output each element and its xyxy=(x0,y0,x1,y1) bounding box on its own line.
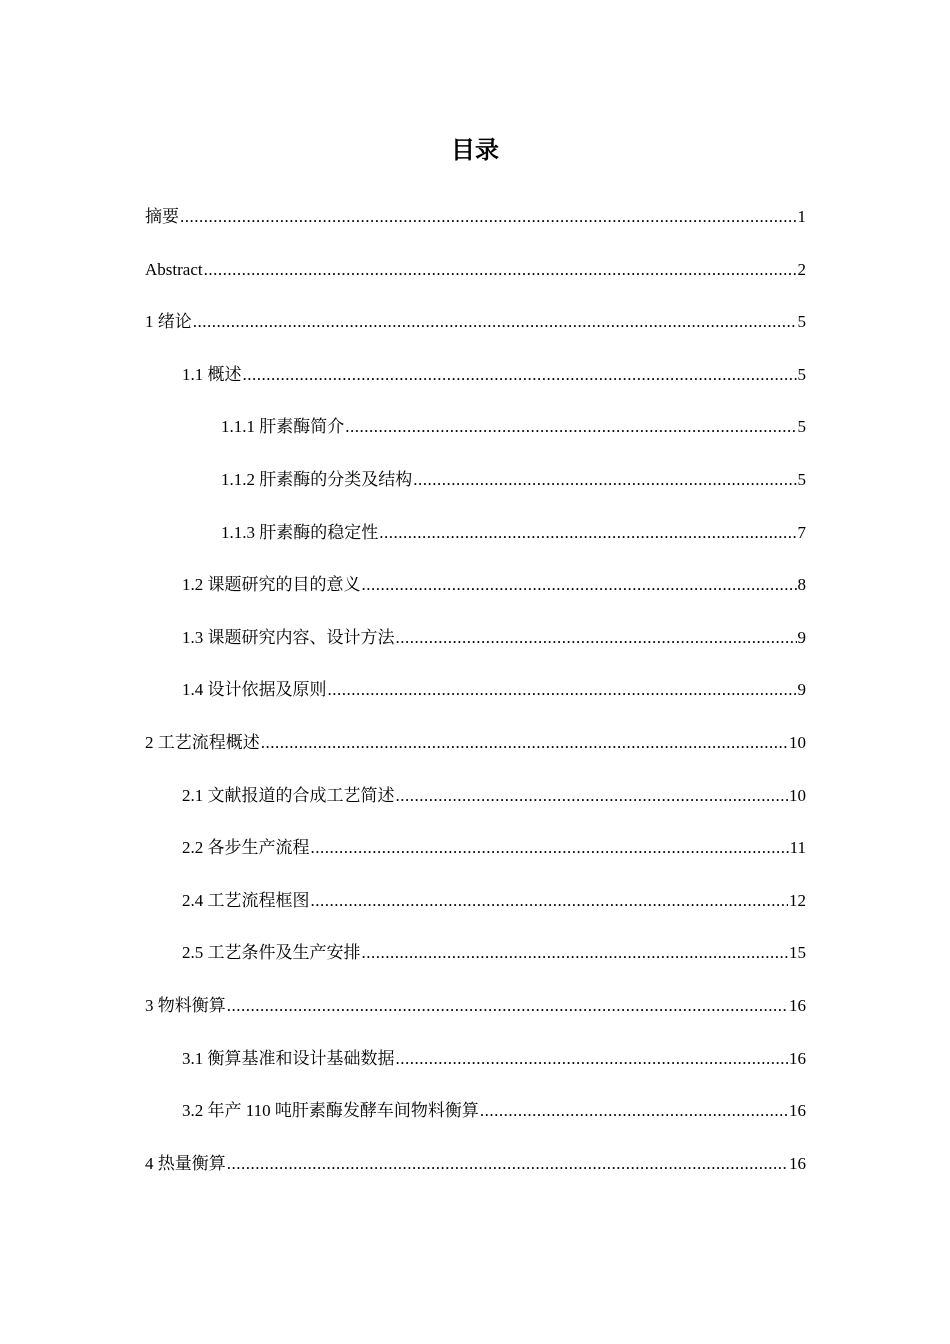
toc-entry-text: 2.4 工艺流程框图 xyxy=(182,890,310,910)
toc-dot-leader xyxy=(362,936,789,970)
toc-entry[interactable] xyxy=(145,831,806,884)
page-title: 目录 xyxy=(451,136,499,164)
toc-dot-leader xyxy=(193,305,797,339)
toc-entry-text: Abstract xyxy=(145,259,203,279)
toc-entry-text: 3.1 衡算基准和设计基础数据 xyxy=(182,1048,395,1068)
toc-entry[interactable] xyxy=(145,779,806,832)
toc-page-number: 12 xyxy=(789,890,806,910)
toc-entry[interactable] xyxy=(145,253,806,306)
toc-entry-text: 3.2 年产 110 吨肝素酶发酵车间物料衡算 xyxy=(182,1101,479,1121)
toc-entry-text: 1.1.1 肝素酶简介 xyxy=(221,417,345,437)
toc-entry[interactable] xyxy=(145,410,806,463)
toc-page-number: 11 xyxy=(789,838,806,858)
toc-dot-leader xyxy=(204,253,797,287)
toc-entry[interactable] xyxy=(145,884,806,937)
toc-entry-text: 1.1.2 肝素酶的分类及结构 xyxy=(221,469,413,489)
toc-entry[interactable] xyxy=(145,621,806,674)
toc-entry-text: 1.1 概述 xyxy=(182,364,242,384)
toc-dot-leader xyxy=(362,568,797,602)
toc-entry[interactable] xyxy=(145,568,806,621)
toc-entry[interactable] xyxy=(145,200,806,253)
toc-page-number: 16 xyxy=(789,1153,806,1173)
toc-entry-text: 2 工艺流程概述 xyxy=(145,732,260,752)
toc-page-number: 16 xyxy=(789,1048,806,1068)
toc-page-number: 1 xyxy=(797,207,806,226)
toc-page-number: 15 xyxy=(789,943,806,963)
toc-page-number: 9 xyxy=(797,627,806,647)
toc-dot-leader xyxy=(379,516,796,550)
toc-dot-leader xyxy=(227,989,788,1023)
toc-dot-leader xyxy=(396,1042,789,1076)
toc-entry-text: 1.2 课题研究的目的意义 xyxy=(182,575,361,595)
toc-page-number: 5 xyxy=(797,417,806,437)
toc-entry-text: 摘要 xyxy=(145,207,179,226)
toc-entry-text: 1 绪论 xyxy=(145,312,192,332)
toc-entry-text: 4 热量衡算 xyxy=(145,1153,226,1173)
toc-entry-text: 3 物料衡算 xyxy=(145,995,226,1015)
toc-page-number: 10 xyxy=(789,732,806,752)
toc-page-number: 10 xyxy=(789,785,806,805)
toc-entry-text: 2.1 文献报道的合成工艺简述 xyxy=(182,785,395,805)
toc-page-number: 8 xyxy=(797,575,806,595)
toc-dot-leader xyxy=(261,726,788,760)
toc-dot-leader xyxy=(413,463,796,497)
toc-page-number: 5 xyxy=(797,312,806,332)
toc-page-number: 9 xyxy=(797,680,806,700)
toc-entry-text: 1.3 课题研究内容、设计方法 xyxy=(182,627,395,647)
toc-dot-leader xyxy=(311,831,789,865)
toc-entry[interactable] xyxy=(145,305,806,358)
toc-dot-leader xyxy=(227,1147,788,1181)
toc-dot-leader xyxy=(243,358,797,392)
toc-entry[interactable] xyxy=(145,936,806,989)
toc-page-number: 16 xyxy=(789,995,806,1015)
toc-entry[interactable] xyxy=(145,1094,806,1147)
toc-page-number: 7 xyxy=(797,522,806,542)
toc-dot-leader xyxy=(396,779,789,813)
toc-dot-leader xyxy=(345,410,796,444)
toc-page-number: 5 xyxy=(797,469,806,489)
table-of-contents xyxy=(145,200,806,1199)
toc-entry-text: 1.1.3 肝素酶的稳定性 xyxy=(221,522,379,542)
toc-entry[interactable] xyxy=(145,726,806,779)
toc-entry[interactable] xyxy=(145,1147,806,1200)
toc-page-number: 16 xyxy=(789,1101,806,1121)
toc-dot-leader xyxy=(396,621,797,655)
toc-page-number: 2 xyxy=(797,259,806,279)
toc-dot-leader xyxy=(180,200,797,234)
toc-entry-text: 1.4 设计依据及原则 xyxy=(182,680,327,700)
toc-entry[interactable] xyxy=(145,1042,806,1095)
toc-entry[interactable] xyxy=(145,463,806,516)
toc-dot-leader xyxy=(311,884,789,918)
toc-entry[interactable] xyxy=(145,673,806,726)
toc-entry[interactable] xyxy=(145,358,806,411)
toc-entry-text: 2.2 各步生产流程 xyxy=(182,838,310,858)
toc-dot-leader xyxy=(480,1094,788,1128)
toc-entry[interactable] xyxy=(145,516,806,569)
toc-entry-text: 2.5 工艺条件及生产安排 xyxy=(182,943,361,963)
toc-page-number: 5 xyxy=(797,364,806,384)
toc-dot-leader xyxy=(328,673,797,707)
toc-entry[interactable] xyxy=(145,989,806,1042)
